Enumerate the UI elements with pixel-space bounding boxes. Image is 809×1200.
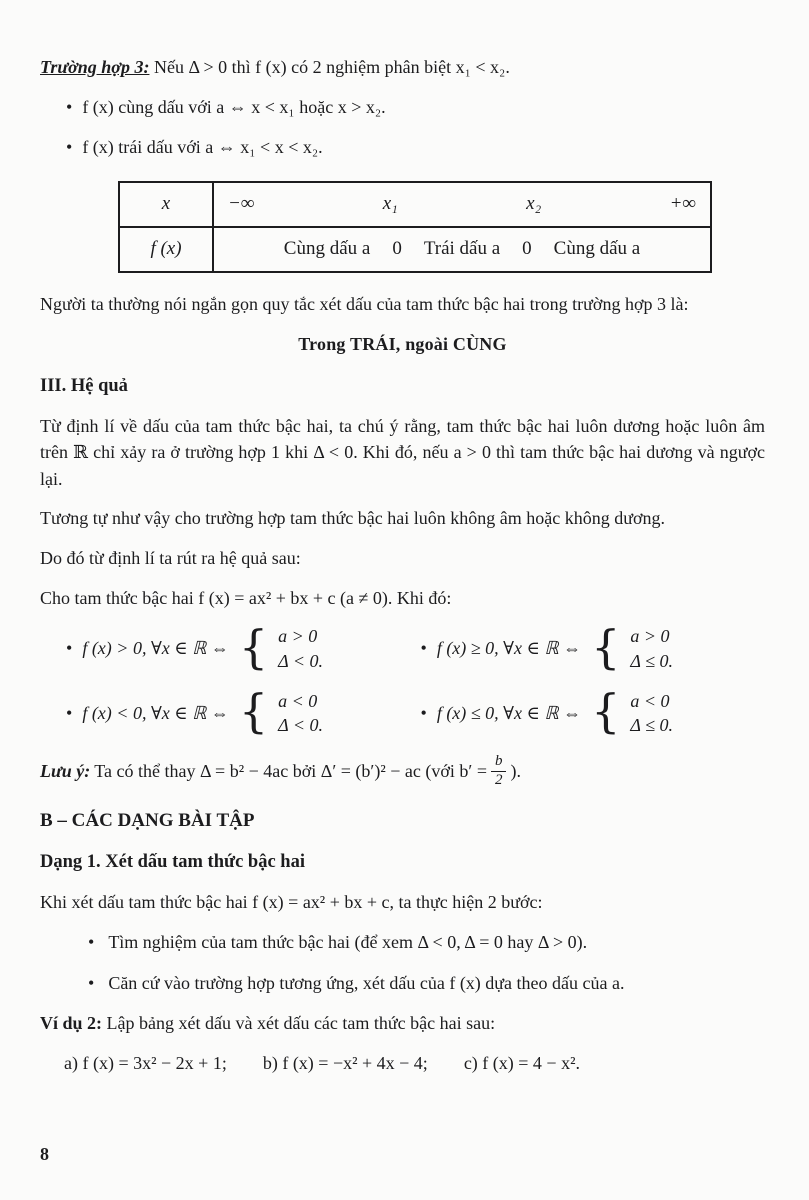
dang1-bullet-2-text: Căn cứ vào trường hợp tương ứng, xét dấu của f (x) dựa theo dấu của a. (108, 972, 625, 993)
brace-glyph: { (238, 619, 269, 674)
condition-lhs: f (x) > 0, ∀x ∈ ℝ ⇔ (82, 638, 229, 659)
equation-b: b) f (x) = −x² + 4x − 4; (262, 1052, 428, 1073)
case3-bullet-2 (40, 134, 765, 161)
brace-glyph: { (591, 684, 621, 739)
case3-bullet-1-text: f (x) cùng dấu với a ⇔ x < x₁ hoặc x > x₂. (82, 96, 386, 117)
bullet-icon: • (66, 638, 73, 659)
bullet-icon: • (88, 972, 95, 993)
heq-paragraph-3: Do đó từ định lí ta rút ra hệ quả sau: (40, 548, 301, 568)
rule-statement: Trong TRÁI, ngoài CÙNG (298, 333, 507, 354)
sign-table-cell: x₂ (526, 193, 542, 215)
fraction-denominator: 2 (494, 771, 503, 788)
sign-table-cell: 0 (522, 238, 532, 260)
sign-table-cell: Trái dấu a (423, 238, 501, 260)
dang1-paragraph: Khi xét dấu tam thức bậc hai f (x) = ax² + bx + c, ta thực hiện 2 bước: (40, 892, 543, 913)
condition-item-2 (420, 619, 766, 674)
bullet-icon: • (66, 702, 73, 723)
section-heading-he-qua: III. Hệ quả (40, 376, 128, 397)
condition-line-1: a < 0 (630, 690, 670, 711)
sign-table-cell: Cùng dấu a (553, 238, 641, 260)
case3-bullet-2-text: f (x) trái dấu với a ⇔ x₁ < x < x₂. (82, 137, 323, 158)
bullet-icon: • (420, 702, 427, 723)
condition-system (630, 624, 673, 673)
section-heading-b: B – CÁC DẠNG BÀI TẬP (40, 809, 255, 831)
sign-table-cell: −∞ (228, 193, 255, 215)
condition-line-1: a < 0 (278, 690, 318, 711)
sign-table-cell: x₁ (382, 193, 398, 215)
condition-system (630, 689, 673, 738)
equation-c: c) f (x) = 4 − x². (463, 1052, 580, 1073)
heq-paragraph-2: Tương tự như vậy cho trường hợp tam thức bậc hai luôn không âm hoặc không dương. (40, 508, 665, 529)
case3-label: Trường hợp 3: (40, 57, 150, 77)
heq-paragraph-1: Từ định lí về dấu của tam thức bậc hai, ta chú ý rằng, tam thức bậc hai luôn dương hoặc luôn âm trên ℝ chỉ xảy ra ở trường hợp 1 khi Δ < 0. Khi đó, nếu a > 0 thì tam thức bậc hai dương và ngược lại. (40, 415, 765, 489)
sign-table-fx-row (213, 227, 711, 272)
condition-item-1 (66, 619, 411, 674)
brace-glyph: { (238, 684, 269, 739)
condition-system (278, 689, 323, 738)
condition-lhs: f (x) < 0, ∀x ∈ ℝ ⇔ (82, 702, 229, 723)
condition-line-1: a > 0 (630, 626, 670, 647)
rule-intro-paragraph: Người ta thường nói ngắn gọn quy tắc xét dấu của tam thức bậc hai trong trường hợp 3 là: (40, 293, 689, 314)
page-number: 8 (40, 1144, 49, 1165)
condition-line-2: Δ ≤ 0. (630, 715, 674, 736)
bullet-icon: • (66, 96, 73, 117)
fraction-numerator: b (491, 753, 507, 771)
sign-table-cell: +∞ (669, 193, 696, 215)
condition-line-2: Δ < 0. (278, 650, 324, 671)
fraction-b-over-2 (491, 753, 507, 789)
condition-system (278, 624, 323, 673)
bullet-icon: • (66, 137, 73, 158)
condition-item-3 (66, 684, 411, 739)
condition-line-2: Δ < 0. (278, 715, 324, 736)
dang1-bullet-1-text: Tìm nghiệm của tam thức bậc hai (để xem Δ < 0, Δ = 0 hay Δ > 0). (108, 932, 588, 953)
vi-du-2-text: Lập bảng xét dấu và xét dấu các tam thức bậc hai sau: (102, 1013, 496, 1034)
bullet-icon: • (420, 638, 427, 659)
case3-bullet-1 (40, 94, 765, 121)
equation-a: a) f (x) = 3x² − 2x + 1; (64, 1052, 227, 1073)
condition-line-1: a > 0 (278, 626, 318, 647)
example-equations-row (40, 1050, 765, 1077)
condition-line-2: Δ ≤ 0. (630, 650, 674, 671)
vi-du-2-label: Ví dụ 2: (40, 1013, 103, 1034)
condition-lhs: f (x) ≥ 0, ∀x ∈ ℝ ⇔ (436, 638, 582, 659)
sign-table-cell: Cùng dấu a (283, 238, 371, 260)
luu-y-label: Lưu ý: (40, 760, 91, 781)
vi-du-2-paragraph (40, 1010, 765, 1037)
sign-table (118, 181, 712, 273)
dang1-bullet-2 (40, 970, 765, 997)
brace-glyph: { (591, 619, 621, 674)
luu-y-text: Ta có thể thay Δ = b² − 4ac bởi Δ′ = (b′)² − ac (với b′ = (94, 760, 487, 781)
dang1-bullet-1 (40, 929, 765, 956)
sign-table-x-row (213, 182, 711, 227)
condition-item-4 (420, 684, 766, 739)
luu-y-paragraph (40, 753, 765, 789)
case3-paragraph (40, 54, 765, 81)
case3-text: Nếu Δ > 0 thì f (x) có 2 nghiệm phân biệt x₁ < x₂. (149, 57, 510, 77)
heq-paragraph-4: Cho tam thức bậc hai f (x) = ax² + bx + c (a ≠ 0). Khi đó: (40, 587, 452, 608)
heading-dang-1: Dạng 1. Xét dấu tam thức bậc hai (40, 852, 305, 873)
bullet-icon: • (88, 932, 95, 953)
sign-table-cell: 0 (392, 238, 402, 260)
sign-table-x-header: x (119, 182, 213, 227)
sign-table-fx-header: f (x) (119, 227, 213, 272)
luu-y-text-end: ). (510, 760, 521, 781)
conditions-grid (40, 619, 765, 739)
condition-lhs: f (x) ≤ 0, ∀x ∈ ℝ ⇔ (436, 702, 582, 723)
